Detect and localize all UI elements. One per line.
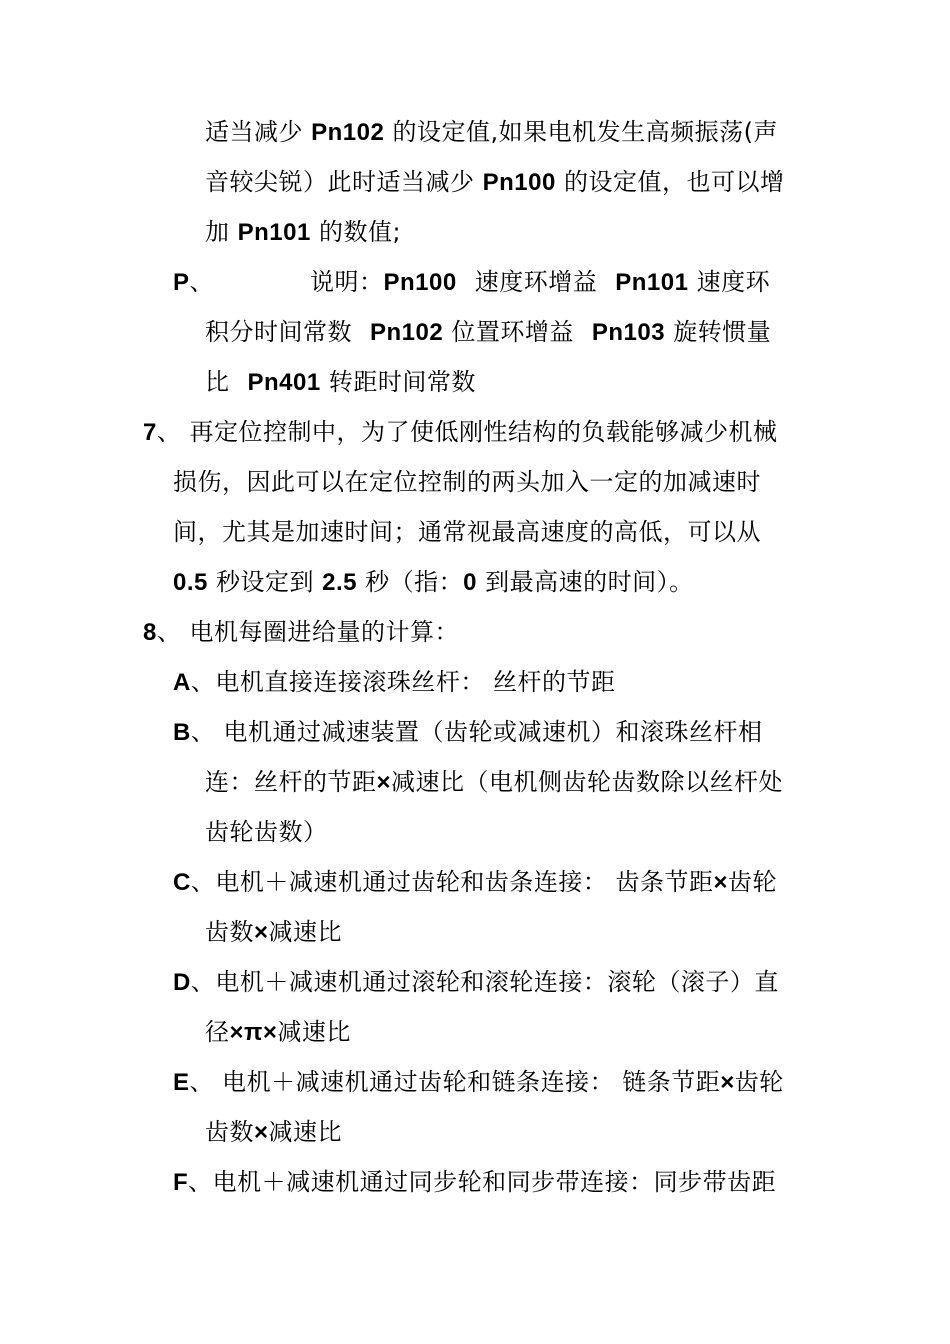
text-line: 比 Pn401 转距时间常数 (205, 368, 476, 396)
item-c: C、电机＋减速机通过齿轮和齿条连接： 齿条节距×齿轮 (173, 868, 777, 896)
item-f: F、电机＋减速机通过同步轮和同步带连接：同步带齿距 (173, 1168, 777, 1196)
text-line: 加 Pn101 的数值; (205, 218, 402, 246)
text-line: 齿数×减速比 (205, 1118, 343, 1146)
text-line: 齿数×减速比 (205, 918, 343, 946)
text-line: 0.5 秒设定到 2.5 秒（指：0 到最高速的时间）。 (173, 568, 694, 596)
text-line: 音较尖锐）此时适当减少 Pn100 的设定值，也可以增 (205, 168, 785, 196)
text-line: 损伤，因此可以在定位控制的两头加入一定的加减速时 (173, 468, 761, 496)
text-line: 积分时间常数 Pn102 位置环增益 Pn103 旋转惯量 (205, 318, 772, 346)
text-line: 齿轮齿数） (205, 818, 328, 846)
item-e: E、 电机＋减速机通过齿轮和链条连接： 链条节距×齿轮 (173, 1068, 784, 1096)
item-b: B、 电机通过减速装置（齿轮或减速机）和滚珠丝杆相 (173, 718, 763, 746)
item-8: 8、 电机每圈进给量的计算： (143, 618, 459, 646)
text-line: 径×π×减速比 (205, 1018, 351, 1046)
item-7: 7、 再定位控制中，为了使低刚性结构的负载能够减少机械 (143, 418, 778, 446)
item-d: D、电机＋减速机通过滚轮和滚轮连接：滚轮（滚子）直 (173, 968, 779, 996)
item-a: A、电机直接连接滚珠丝杆： 丝杆的节距 (173, 668, 616, 696)
text-line: 连：丝杆的节距×减速比（电机侧齿轮齿数除以丝杆处 (205, 768, 784, 796)
text-line: 间，尤其是加速时间；通常视最高速度的高低，可以从 (173, 518, 761, 546)
text-line: 适当减少 Pn102 的设定值,如果电机发生高频振荡(声 (205, 118, 778, 146)
item-p: P、 说明：Pn100 速度环增益 Pn101 速度环 (173, 268, 771, 296)
